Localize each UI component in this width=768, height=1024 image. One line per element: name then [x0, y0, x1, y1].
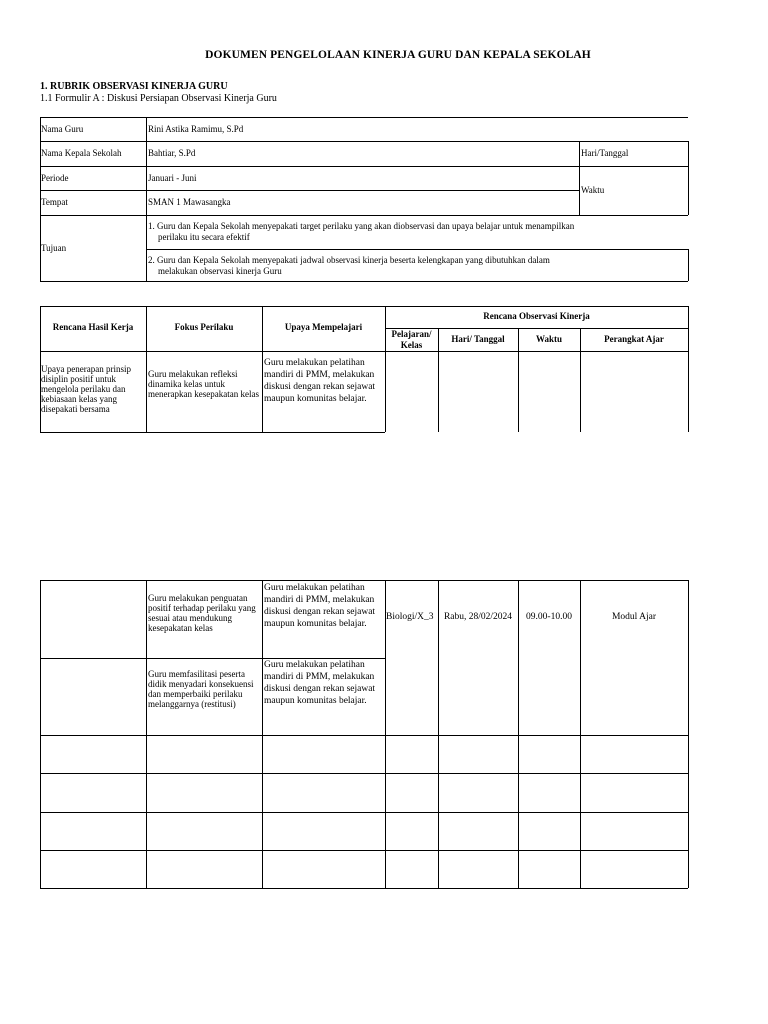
table-col-divider: [518, 580, 519, 888]
info-rule: [146, 249, 688, 250]
hari-tanggal-label: Hari/Tanggal: [581, 148, 629, 158]
table-rule: [40, 735, 688, 736]
info-col-divider: [146, 117, 147, 281]
header-rencana-hasil: Rencana Hasil Kerja: [52, 322, 134, 332]
header-kelas: Kelas: [400, 340, 423, 350]
table-rule: [40, 850, 688, 851]
header-hari: Hari/ Tanggal: [451, 334, 505, 344]
info-rule: [40, 166, 688, 167]
table-border-right: [688, 580, 689, 888]
header-rencana-observasi: Rencana Observasi Kinerja: [483, 311, 590, 321]
section-title: 1. RUBRIK OBSERVASI KINERJA GURU: [40, 81, 228, 92]
header-upaya: Upaya Mempelajari: [284, 322, 363, 332]
table-border-left: [40, 580, 41, 888]
row3-upaya: Guru melakukan pelatihan mandiri di PMM, melakukan diskusi dengan rekan sejawat maupun komunitas belajar.: [264, 660, 376, 706]
table-col-divider: [438, 580, 439, 888]
info-border-right: [688, 249, 689, 281]
row1-rencana: Upaya penerapan prinsip disiplin positif untuk mengelola perilaku dan kebiasaan kelas yang disepakati bersama: [41, 364, 131, 414]
nama-guru-value: Rini Astika Ramimu, S.Pd: [148, 124, 244, 134]
info-col-divider: [579, 141, 580, 215]
table-col-divider: [580, 580, 581, 888]
info-rule: [40, 141, 688, 142]
kepala-value: Bahtiar, S.Pd: [148, 148, 196, 158]
row3-fokus: Guru memfasilitasi peserta didik menyadari konsekuensi dan memperbaiki perilaku melanggarnya (restitusi): [148, 669, 254, 709]
table-row-rule: [40, 432, 385, 433]
header-perangkat: Perangkat Ajar: [604, 334, 664, 344]
table-rule: [40, 812, 688, 813]
tujuan-2-line1: 2. Guru dan Kepala Sekolah menyepakati jadwal observasi kinerja beserta kelengkapan yang dibutuhkan dalam: [148, 255, 550, 265]
row2-hari: Rabu, 28/02/2024: [443, 612, 513, 622]
table-border-top: [40, 306, 688, 307]
info-rule: [40, 215, 688, 216]
periode-label: Periode: [41, 173, 69, 183]
document-title: DOKUMEN PENGELOLAAN KINERJA GURU DAN KEPALA SEKOLAH: [205, 49, 591, 61]
row2-upaya: Guru melakukan pelatihan mandiri di PMM, melakukan diskusi dengan rekan sejawat maupun komunitas belajar.: [264, 583, 376, 629]
table-rule: [40, 580, 688, 581]
nama-guru-label: Nama Guru: [41, 124, 84, 134]
table-border-right: [688, 306, 689, 432]
tujuan-1-line2: perilaku itu secara efektif: [158, 232, 250, 242]
row1-upaya: Guru melakukan pelatihan mandiri di PMM, melakukan diskusi dengan rekan sejawat maupun komunitas belajar.: [264, 358, 376, 404]
table-col-divider: [385, 306, 386, 432]
tujuan-label: Tujuan: [41, 243, 67, 253]
tempat-label: Tempat: [41, 197, 68, 207]
waktu-label: Waktu: [581, 185, 605, 195]
header-fokus: Fokus Perilaku: [174, 322, 234, 332]
row2-perangkat: Modul Ajar: [611, 612, 657, 622]
tempat-value: SMAN 1 Mawasangka: [148, 197, 231, 207]
kepala-label: Nama Kepala Sekolah: [41, 148, 122, 158]
header-pelajaran: Pelajaran/: [391, 329, 432, 339]
info-rule: [40, 190, 579, 191]
table-border-bottom: [40, 888, 688, 889]
info-border-top: [40, 117, 688, 118]
table-col-divider: [262, 580, 263, 888]
row2-fokus: Guru melakukan penguatan positif terhadap perilaku yang sesuai atau mendukung kesepakatan kelas: [148, 593, 256, 633]
table-col-divider: [146, 580, 147, 888]
info-border-right: [688, 141, 689, 215]
row2-pelajaran: Biologi/X_3: [386, 612, 434, 622]
header-waktu: Waktu: [535, 334, 562, 344]
tujuan-1-line1: 1. Guru dan Kepala Sekolah menyepakati target perilaku yang akan diobservasi dan upaya belajar untuk menampilkan: [148, 221, 575, 231]
table-col-divider: [385, 580, 386, 888]
form-subtitle: 1.1 Formulir A : Diskusi Persiapan Observasi Kinerja Guru: [40, 93, 277, 104]
table-header-bottom: [40, 351, 688, 352]
row2-waktu: 09.00-10.00: [526, 612, 572, 622]
tujuan-2-line2: melakukan observasi kinerja Guru: [158, 266, 282, 276]
table-rule: [40, 773, 688, 774]
periode-value: Januari - Juni: [148, 173, 197, 183]
row1-fokus: Guru melakukan refleksi dinamika kelas untuk menerapkan kesepakatan kelas: [148, 369, 259, 399]
info-border-bottom: [40, 281, 688, 282]
